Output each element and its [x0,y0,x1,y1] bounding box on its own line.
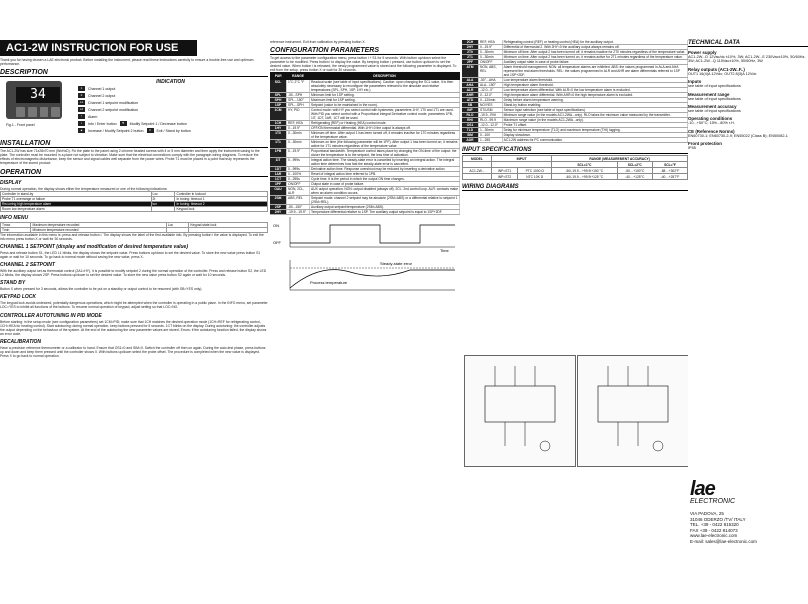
section-text: Button X when pressed for 3 seconds, allows the controller to be put on a standby or output control to be resumed (with SB=YES only). [0,287,203,292]
param-code: 2SP [270,205,287,210]
param-row [270,210,460,215]
param-code: 2HY [270,210,287,215]
param-range: 0...19.9° [479,45,503,50]
param-code: 1SP [270,103,287,108]
param-code: 2CH [462,40,479,45]
param-desc: Maximum limit for 1SP setting. [310,98,460,103]
display-table [0,191,268,212]
param-desc: Readout scale (see table of input specifications). Caution: upon changing the SCL value, it is then absolutely necessary to reconfigure the parameters relevant to the absolute and relative temperatures (SPL, SPH, 1SP, 1HY etc.) [310,80,460,93]
param-code: AHR [462,93,479,98]
indication-item: 1 Channel 1 output [78,85,263,92]
param-code: 1T0 [270,131,287,140]
param-row [462,65,688,78]
section-text: During normal operation, the display shows either the temperature measured or one of the following indications: [0,186,168,191]
param-code: OAU [270,187,287,196]
indication-item: ▲ Increase / Modify Setpoint 2 button X Exit / Stand by button [80,128,191,133]
param-desc: Proportional bandwidth. Temperature control takes place by changing the ON-time of the output: the closer the temperature is to the setpoint, the less time of activation. [310,149,460,158]
param-range: 1...30min [479,128,503,133]
param-range: 0...999s [287,167,310,172]
param-range: -50...SPH [287,93,310,98]
parameter-table-2 [462,40,688,143]
param-desc: Sensor input selection (see table of input specifications). [502,108,687,113]
param-code: INP [462,108,479,113]
param-desc: Integral action time. The steady-state error is cancelled by inserting an integral action. The integral action time determines how fast the steady-state error is cancelled. [310,158,460,167]
table-row: Tmin Minimum temperature recorded [1,227,268,232]
param-desc: Cycle time. It is the period in which the output ON time changes. [310,177,460,182]
param-row [270,196,460,205]
param-range: 0...100 [479,133,503,138]
param-code: ADR [462,138,479,143]
param-range: 0...999s [287,158,310,167]
section-heading: OPERATION [0,169,268,177]
technical-heading: TECHNICAL DATA [688,40,808,47]
param-code: 2PF [462,60,479,65]
exit-icon: X [147,128,154,133]
param-desc: Display slowdown. [502,133,687,138]
param-code: RHI [462,118,479,123]
input-spec-table [462,155,688,180]
indication-item: 2 Channel 2 output [78,92,263,99]
section-heading: INSTALLATION [0,140,268,148]
param-range: ON/OFF [287,182,310,187]
graph-process-label: Process temperature [310,280,348,286]
graph-steady-label: Steady-state error [380,261,413,267]
controller-display: 34 [16,87,60,103]
param-code: 2HY [462,45,479,50]
spec-label: Relay outputs (AC1-2W..F..) [688,66,745,72]
table-row: Probe T1 overrange or failure 2t In tuning: timeout 1 [1,196,268,201]
column-description [0,0,268,604]
param-range: ST/USM [479,108,503,113]
section-heading: CONTROLLER AUTOTUNING IN PID MODE [0,312,102,319]
param-row [270,187,460,196]
section-text: Press and release button S1, the LED L1 blinks, the display shows the setpoint value. Press buttons up/down to set the desired value. To store the new value press button S1 again or wait for 10 seconds. To go back to normal mode without saving the new value, press X. [0,250,261,259]
param-desc: Minimum off time. After output 2 has been turned off, it remains inactive for 2T0 minutes regardless of the temperature value. [502,50,687,55]
out1-icon: 1 [78,86,85,91]
indication-item: L1 Channel 1 setpoint modification [79,100,139,105]
param-code: 2T0 [462,50,479,55]
param-range: 1...255 [479,138,503,143]
section-text: Have a precision reference thermometer or a calibrator to hand. Ensure that OS1=0 and SIM=0. Switch the controller off then on again. During the auto-test phase, press buttons up and down and keep them pressed until the controller shows 0. With buttons up/down select the probe offset. The procedure is completed when the new value is displayed. Press X to go back to normal operation. [0,345,266,359]
param-range: SPL...150° [287,98,310,103]
param-desc: Minimum on time. After output 2 has been turned on, it remains active for 2T1 minutes regardless of the temperature value. [502,55,687,60]
brand-logo: lae [690,478,715,500]
param-desc: Control mode: with HY you select control with hysteresis; parameters 1HY, 1T0 and 1T1 are used. With PID you select control with a Proportional Integral Derivative control mode; parameters 1PB, 1IT, 1DT, 1AR, 1CT will be used. [310,108,460,121]
param-range: -12.0...0° [479,88,503,93]
led1-icon: L1 [79,100,84,105]
param-code: 1T1 [270,140,287,149]
parameter-table [270,72,460,215]
spec-label: Operating conditions [688,116,733,122]
param-range: SPL...SPH [287,103,310,108]
param-code: 2T1 [462,55,479,60]
led2-icon: L2 [79,107,84,112]
param-desc: Refrigerating control (REF) or heating control (HEA) for the auxiliary output. [502,40,687,45]
section-text: Before starting: in the setup mode (see configuration parameters) set 1CM=PID; make sure that 1CH matches the desired operation mode (1CH=REF for refrigerating control, 1CH=HEA for heating control). Start autotuning: during normal operation, keep buttons pressed for 5 seconds. 1CT blinks on the display. During autotuning: the controller adjusts the output depending on the behaviour of the system. At the end of the autotuning the new parameter values are stored. Errors: if the autotuning function failed, the display shows an error code. [0,319,267,336]
param-code: RLO [462,113,479,118]
param-desc: Maximum range value (in the models AC1-2WA...only). [502,118,687,123]
param-code: ATM [462,65,479,78]
info-table [0,222,268,233]
param-desc: Probe T1 offset. [502,123,687,128]
param-range: RLO...99.9 [479,118,503,123]
config-heading: CONFIGURATION PARAMETERS [270,47,460,55]
param-desc: Reset of integral action time referred to 1PB. [310,172,460,177]
param-row [270,140,460,149]
section-text: The AC1-2W has size 71x28x70 mm (WxHxD). Fix the plate to the panel using 2 chrome headed screws with 4 or 5 mm diameter and then apply the instrument casing to the plate. The controller must be mounted in a place not subject to vibration. Make sure that the electrical connections comply with the paragraph wiring diagrams. To reduce the effects of electromagnetic disturbance, keep the sensor and signal cables well separate from the power wires. Probe T1 must be placed in a point that truly represents the temperature of the stored product. [0,149,260,166]
section-heading: CHANNEL 2 SETPOINT [0,262,55,269]
param-range: NON, ABS, REL [479,65,503,78]
param-code: 1PB [270,149,287,158]
param-desc: High temperature alarm threshold. [502,83,687,88]
controller-buttons [16,107,60,117]
section-heading: INFO MENU [0,214,29,221]
param-range: 0...30min [287,140,310,149]
param-desc: AUX output operation: NON: output disabled (always off). 2CL: 2nd control loop. ALR: contacts make when an alarm condition occurs. [311,187,458,196]
config-steps: To get access to the parameter configuration menu, press button i + S1 for 5 seconds. With button up/down select the parameter to be modified. Press button i to display the value. By keeping button i pressed, use button up/down to set the desired value. When button i is released, the newly programmed value is stored and the following parameter is displayed. To exit from the setup, press button X or wait for 30 seconds. [270,56,457,73]
param-range: 0...120min [479,98,503,103]
param-range: 0...19.9° [287,149,310,158]
param-desc: Setpoint mode: channel 2 setpoint may be absolute (2SM=ABS) or a differential relative to setpoint 1 (2SM=REL). [311,196,458,205]
spec-value: IP55 [688,146,696,151]
section-heading: DISPLAY [0,179,22,186]
description-heading: DESCRIPTION [0,69,268,77]
front-panel-figure [0,79,268,137]
figure-caption: Fig.1 - Front panel [6,123,35,128]
param-row [270,149,460,158]
param-code: 1CH [270,121,287,126]
setpoint2-button-icon [40,107,49,117]
param-desc: Temperature differential relative to 1SP. The auxiliary output setpoint is equal to 1SP+2DF. [310,210,460,215]
spec-value: OUT1 16(4)A 12Vdc; OUT2 8(3)A 12Vdc [688,71,757,76]
param-row [270,167,460,172]
table-header-row: SCL=1°C SCL=2°C SCL=°F [463,162,688,168]
table-row: INP=ST2 NTC 10K Ω -40/-19.9…+99.9/+125 °C -40…+125°C -40…+257°F [463,174,688,180]
wiring-diagram-2 [577,355,688,467]
param-desc: Differential of thermostat 2. With 2HY=0 the auxiliary output always remains off. [502,45,687,50]
brand-block [690,478,760,545]
param-desc: Alarm threshold management: NON: all temperature alarms are inhibited. ABS: the values programmed in ALA and AHA represent the real alarm thresholds. REL: the values programmed in ALR and AHR are alarm differentials referred to 1SP and 1SP+2DF. [502,65,687,78]
param-desc: OFF/ON thermostat differential. With 1HY=0 the output is always off. [310,126,460,131]
param-desc: Derivative action time. Response overshoot may be reduced by inserting a derivative action. [310,167,460,172]
param-desc: Stand-by button enabling. [502,103,687,108]
param-desc: Delay before alarm temperature warning. [502,98,687,103]
param-code: ALR [462,88,479,93]
param-desc: Refrigerating (REF) or Heating (HEA) control mode. [310,121,460,126]
table-row: Recurring high temperature alarm tun In tuning: timeout 2 [1,201,268,206]
spec-label: CE (Reference Norms) [688,128,735,134]
param-range: HY, PID [287,108,310,121]
param-desc: Minimum on time (the following parameter will be 1PF). After output 1 has been turned on, it remains active for 1T1 minutes regardless of the temperature value. [310,140,460,149]
param-code: SPL [270,93,287,98]
indication-list [78,79,263,134]
info-icon: i [78,121,85,126]
indication-item: ! Alarm [78,113,263,120]
param-desc: Output state in case of probe failure. [310,182,460,187]
setpoint1-button-icon [28,107,37,117]
param-range: -19.9...19.9° [287,210,310,215]
param-code: AHA [462,83,479,88]
column-config [270,0,460,604]
spec-label: Front protection [688,141,722,147]
param-range: 0...30min [287,131,310,140]
param-range: -50°...AHA [479,78,503,83]
spec-value: AC1-2W...D 12Vac/dc ±10%, 3W; AC1-2W...E 230Vac±10%, 50/60Hz, 3W; AC1-2W...Q 115Vac±10%, 50/60Hz, 3W [688,55,806,64]
param-row [270,158,460,167]
spec-label: Measurement range [688,91,730,97]
spec-value: EN60730-1; EN60730-2-9; EN55022 (Class B); EN50082-1 [688,133,788,138]
param-desc: Auxiliary output setpoint/temperature (2SM=ABS). [310,205,460,210]
section-heading: CHANNEL 1 SETPOINT (display and modification of desired temperature value) [0,243,188,250]
param-desc: Minimum limit for 1SP setting. [310,93,460,98]
graph-on-label: ON [273,223,279,229]
param-code: OS1 [462,123,479,128]
indication-heading: INDICATION [156,79,185,86]
technical-list [688,50,808,151]
wiring-heading: WIRING DIAGRAMS [462,184,688,191]
table-row: Tmax Maximum temperature recorded Loc Keypad state lock [1,222,268,227]
param-code: 1CT [270,177,287,182]
indication-item: i Info / Enter button ▼ Modify Setpoint 1 / Decrease button [78,120,263,127]
out2-icon: 2 [78,93,85,98]
section-text: With the auxiliary output set as thermostat control (2A1=HY), it is possible to modify setpoint 2 during the normal operation of the controller. Press and release button S2, the LED L2 blinks, the display shows 2SP. Press buttons up/down to set the desired value. To store the new value press button S2 again or wait for 10 seconds. [0,269,267,278]
param-range: 0...19.9° [287,126,310,131]
hysteresis-graph [270,215,460,253]
table-header-row: MODEL INPUT RANGE (MEASUREMENT ACCURACY) [463,156,688,162]
graph-off-label: OFF [273,240,281,246]
param-row [270,108,460,121]
table-row: Controller in stand-by Loc Controller in lockout [1,191,268,196]
column-params2 [462,0,688,604]
doc-title: AC1-2W INSTRUCTION FOR USE [0,40,197,56]
exit-button-icon [51,107,60,117]
param-code: TLD [462,128,479,133]
section-text: The information available in this menu is: press and release button i. The display shows the label of the first available info. By pressing button i the value is displayed. To exit the info menu press button X or wait for 30 seconds. [0,232,264,241]
param-range: -12.0...12.0° [479,123,503,128]
graph-time-label: Time [440,248,449,254]
param-desc: Minimum off time. After output 1 has been turned off, it remains inactive for 1T0 minutes regardless of the temperature value. [310,131,460,140]
param-range: -50...150° [287,205,310,210]
param-range: 0...30min [479,55,503,60]
param-desc: Delay for minimum temperature (TLO) and maximum temperature (THI) logging. [502,128,687,133]
param-row [462,113,688,118]
param-code: 1HY [270,126,287,131]
param-code: ALA [462,78,479,83]
spec-label: Inputs [688,79,702,85]
pid-graph [270,258,460,296]
param-row [270,131,460,140]
recal-note: reference instrument. Exit from calibration by pressing button X. [270,40,366,44]
param-range: NON, 2CL, ALR [287,187,310,196]
param-code: 1DT [270,167,287,172]
section-heading: KEYPAD LOCK [0,294,37,301]
param-range: 0...255s [287,177,310,182]
param-desc: Low temperature alarm threshold. [502,78,687,83]
param-desc: High temperature alarm differential. With AHR=0 the high temperature alarm is excluded. [502,93,687,98]
param-desc: AC1-2W address for PC communication. [502,138,687,143]
param-code: 1AR [270,172,287,177]
spec-value: see table of input specifications [688,96,741,101]
section-text: The keypad lock avoids undesired, potentially dangerous operations, which might be attempted when the controller is operating in a public place. In the INFO menu, set parameter LOC=YES to inhibit all functions of the buttons. To resume normal operation of keypad, adjust setting so that LOC=NO. [0,301,268,310]
brand-sub: ELECTRONIC [690,498,736,505]
table-row: Room low temperature alarm Keypad lock [1,206,268,211]
table-row: AC1-2W... INP=ST1 PTC 1000 Ω -50/-19.9…+99.9/+150 °C -50…+150°C -58…+302°F [463,168,688,174]
spec-value: -10...+50°C; 15%...80% r.H. [688,121,735,126]
param-desc: Minimum range value (in the models AC1-2WA...only). RLO takes the minimum value measured by the transmitter. [502,113,687,118]
param-code: 1IT [270,158,287,167]
param-range: 0...12.0° [479,93,503,98]
spec-label: Measurement accuracy [688,104,737,110]
increase-icon: ▲ [78,128,85,133]
indication-item: L2 Channel 2 setpoint modification [79,107,139,112]
param-range: 0...100% [287,172,310,177]
address-block: VIA PADOVA, 25 31046 ODERZO /TV/ ITALY TEL. +39 - 0422 815320 FAX +39 - 0422 814073 www.lae-electronic.com E-mail: sales@lae-electronic.com [690,511,757,544]
param-desc: Low temperature alarm differential. With ALR=0 the low temperature alarm is excluded. [502,88,687,93]
param-range: ABS, REL [287,196,310,205]
wiring-diagram-1 [464,355,576,467]
param-range: -19.9...RHI [479,113,503,118]
param-range: REF, HEA [479,40,503,45]
section-heading: STAND BY [0,280,26,287]
param-row [270,80,460,93]
param-code: SIM [462,133,479,138]
controller-body [6,81,62,119]
intro-text: Thank you for having chosen a LAE electronic product. Before installing the instrument, please read these instructions carefully to ensure a trouble-free use and optimum performance. [0,58,254,67]
param-code: 2SM [270,196,287,205]
param-code: SPH [270,98,287,103]
decrease-icon: ▼ [120,121,127,126]
param-code: ATD [462,98,479,103]
section-heading: RECALIBRATION [0,338,42,345]
alarm-icon: ! [78,114,85,119]
param-range: ALA...150° [479,83,503,88]
param-range: NO/YES [479,103,503,108]
param-range: 1°C 2°C °F [287,80,310,93]
column-technical [688,0,808,604]
param-range: ON/OFF [479,60,503,65]
param-code: 1CM [270,108,287,121]
spec-value: see table of input specifications [688,109,741,114]
param-code: 1PF [270,182,287,187]
param-row [462,138,688,143]
table-header-row: PAR RANGE DESCRIPTION [270,72,460,80]
spec-label: Power supply [688,50,717,55]
param-range: 0...30min [479,50,503,55]
info-button-icon [16,107,25,117]
spec-value: see table of input specifications [688,84,741,89]
input-spec-heading: INPUT SPECIFICATIONS [462,147,688,154]
param-range: REF, HEA [287,121,310,126]
param-code: SB [462,103,479,108]
param-desc: Auxiliary output state in case of probe failure. [502,60,687,65]
param-desc: Setpoint (value to be maintained in the room). [310,103,460,108]
param-code: SCL [270,80,287,93]
